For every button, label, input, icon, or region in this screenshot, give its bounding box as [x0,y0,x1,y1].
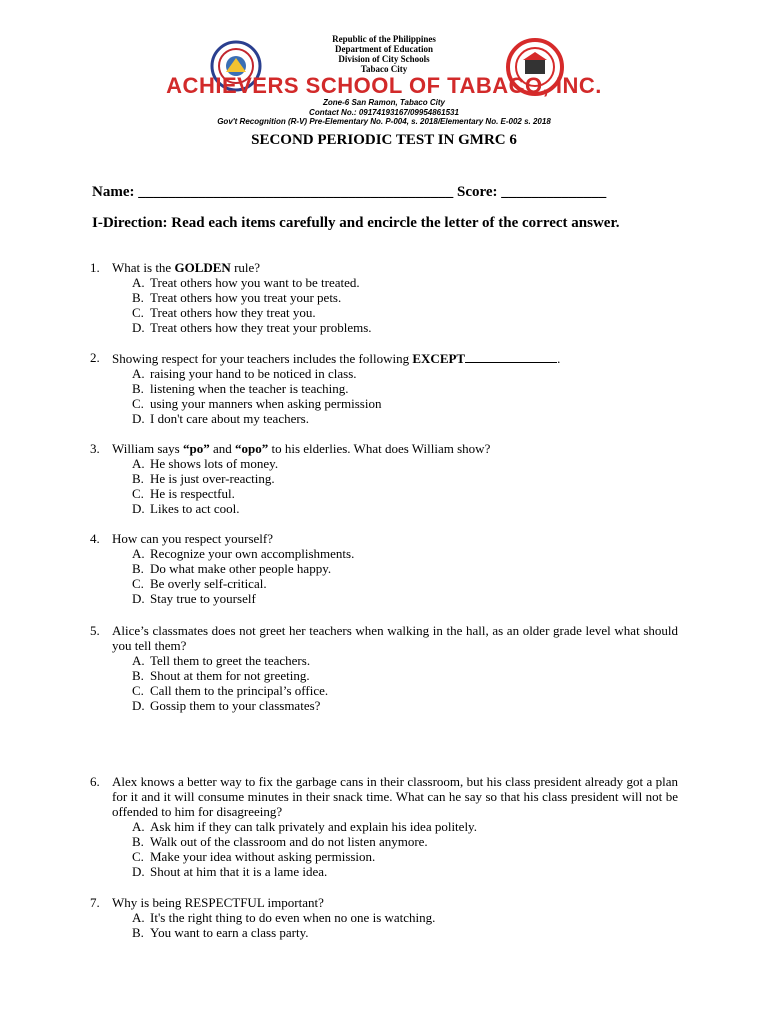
answer-blank [465,350,557,363]
question-4 [90,531,678,606]
option-a[interactable]: A. Tell them to greet the teachers. [132,653,311,668]
question-stem: Showing respect for your teachers includes the following EXCEPT . [112,351,561,366]
option-a[interactable]: A. It's the right thing to do even when no one is watching. [132,910,436,925]
option-b[interactable]: B. Do what make other people happy. [132,561,332,576]
option-c[interactable]: C. Call them to the principal’s office. [132,683,329,698]
option-a[interactable]: A. Treat others how you want to be treated. [132,275,360,290]
option-d[interactable]: D. Gossip them to your classmates? [132,698,321,713]
option-d[interactable]: D. Shout at him that it is a lame idea. [132,864,328,879]
question-number: 7. [90,895,100,910]
option-c[interactable]: C. using your manners when asking permission [132,396,382,411]
question-number: 2. [90,350,100,365]
option-d[interactable]: D. Treat others how they treat your problems. [132,320,372,335]
question-number: 3. [90,441,100,456]
option-a[interactable]: A. Ask him if they can talk privately and explain his idea politely. [132,819,477,834]
question-stem: What is the GOLDEN rule? [112,260,261,275]
name-label: Name: [92,184,135,200]
name-blank[interactable]: __________________________________________ [138,184,454,200]
header-line2: Department of Education [335,44,433,54]
school-name: ACHIEVERS SCHOOL OF TABACO, INC. [166,73,602,98]
test-title: SECOND PERIODIC TEST IN GMRC 6 [251,132,517,148]
option-a[interactable]: A. Recognize your own accomplishments. [132,546,355,561]
question-number: 5. [90,623,100,638]
option-b[interactable]: B. listening when the teacher is teaching. [132,381,349,396]
option-d[interactable]: D. Likes to act cool. [132,501,240,516]
direction-text: I-Direction: Read each items carefully and encircle the letter of the correct answer. [92,215,620,231]
option-c[interactable]: C. Make your idea without asking permission. [132,849,376,864]
option-b[interactable]: B. You want to earn a class party. [132,925,309,940]
question-stem: Alice’s classmates does not greet her teachers when walking in the hall, as an older grade level what should you tell them? [112,623,678,653]
option-c[interactable]: C. Treat others how they treat you. [132,305,316,320]
question-5 [90,623,678,713]
name-score-line [92,184,606,201]
score-label: Score: [456,184,498,200]
school-address: Zone-6 San Ramon, Tabaco City [323,98,445,107]
letterhead [0,34,768,126]
question-2 [90,350,678,426]
school-recognition: Gov't Recognition (R-V) Pre-Elementary No. P-004, s. 2018/Elementary No. E-002 s. 2018 [217,117,551,126]
option-b[interactable]: B. Treat others how you treat your pets. [132,290,342,305]
question-stem: William says “po” and “opo” to his elderlies. What does William show? [112,441,491,456]
question-3 [90,441,678,516]
header-line1: Republic of the Philippines [332,34,436,44]
question-number: 6. [90,774,100,789]
option-b[interactable]: B. Shout at them for not greeting. [132,668,310,683]
option-d[interactable]: D. Stay true to yourself [132,591,256,606]
header-line3: Division of City Schools [338,54,430,64]
question-7 [90,895,678,940]
header-line4: Tabaco City [360,64,408,74]
question-6 [90,774,678,879]
option-a[interactable]: A. He shows lots of money. [132,456,279,471]
question-number: 4. [90,531,100,546]
school-contact: Contact No.: 09174193167/09954861531 [309,107,459,117]
question-1 [90,260,678,335]
score-blank[interactable]: ______________ [501,184,607,200]
option-d[interactable]: D. I don't care about my teachers. [132,411,309,426]
question-stem: Alex knows a better way to fix the garbage cans in their classroom, but his class president already got a plan for it and it will consume minutes in their snack time. What can he say so that his class president will not be offended to him for disagreeing? [112,774,678,819]
option-c[interactable]: C. He is respectful. [132,486,235,501]
option-a[interactable]: A. raising your hand to be noticed in class. [132,366,357,381]
option-c[interactable]: C. Be overly self-critical. [132,576,267,591]
option-b[interactable]: B. He is just over-reacting. [132,471,275,486]
option-b[interactable]: B. Walk out of the classroom and do not listen anymore. [132,834,428,849]
question-number: 1. [90,260,100,275]
question-stem: Why is being RESPECTFUL important? [112,895,324,910]
question-stem: How can you respect yourself? [112,531,273,546]
